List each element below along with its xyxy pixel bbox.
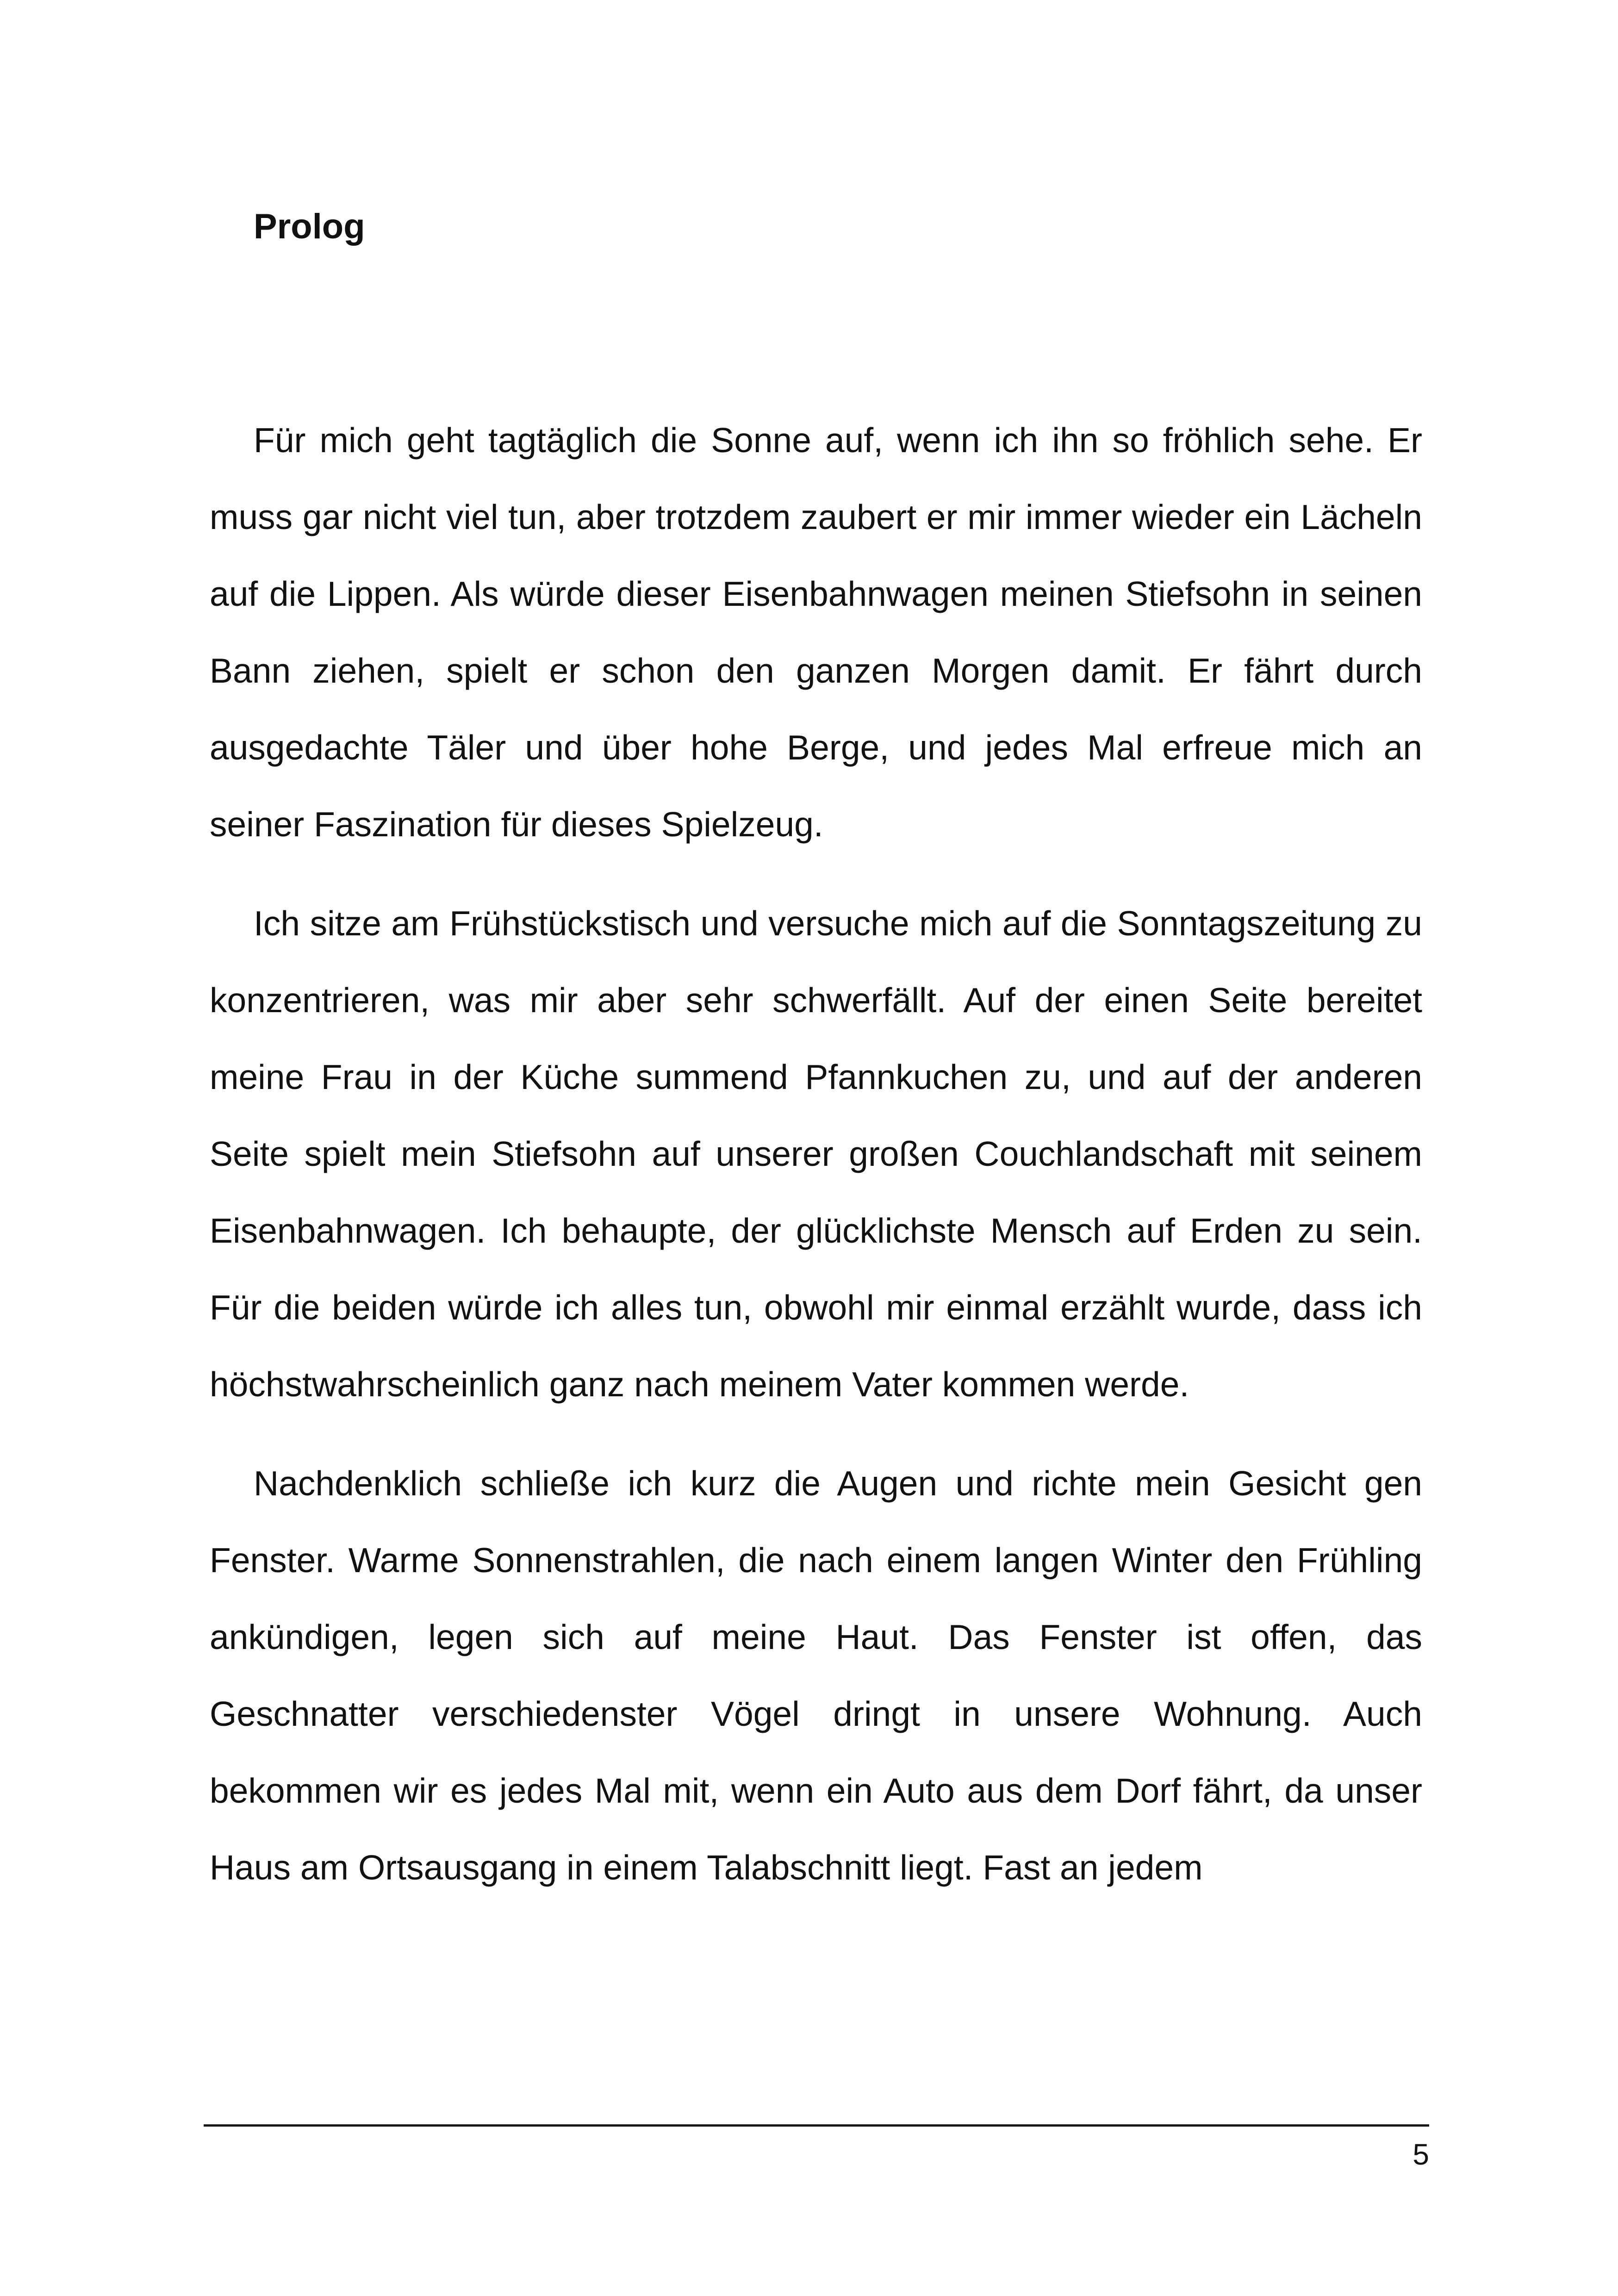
paragraph: Für mich geht tagtäglich die Sonne auf, wenn ich ihn so fröhlich sehe. Er muss gar nicht viel tun, aber trotzdem zaubert er mir immer wieder ein Lächeln auf die Lippen. Als würde dieser Eisenbahnwagen meinen Stiefsohn in seinen Bann ziehen, spielt er schon den ganzen Morgen damit. Er fährt durch ausgedachte Täler und über hohe Berge, und jedes Mal erfreue mich an seiner Faszination für dieses Spielzeug. xyxy=(210,421,1422,844)
footer-divider xyxy=(204,2124,1429,2127)
paragraph: Ich sitze am Frühstückstisch und versuche mich auf die Sonntagszeitung zu konzentrieren, was mir aber sehr schwerfällt. Auf der einen Seite bereitet meine Frau in der Küche summend Pfannkuchen zu, und auf der anderen Seite spielt mein Stiefsohn auf unserer großen Couchlandschaft mit seinem Eisenbahnwagen. Ich behaupte, der glücklichste Mensch auf Erden zu sein. Für die beiden würde ich alles tun, obwohl mir einmal erzählt wurde, dass ich höchstwahrscheinlich ganz nach meinem Vater kommen werde. xyxy=(210,904,1422,1404)
chapter-title: Prolog xyxy=(254,207,365,246)
body-text xyxy=(210,402,1422,1906)
page-number: 5 xyxy=(1413,2138,1429,2171)
paragraph: Nachdenklich schließe ich kurz die Augen und richte mein Gesicht gen Fenster. Warme Sonnenstrahlen, die nach einem langen Winter den Frühling ankündigen, legen sich auf meine Haut. Das Fenster ist offen, das Geschnatter verschiedenster Vögel dringt in unsere Wohnung. Auch bekommen wir es jedes Mal mit, wenn ein Auto aus dem Dorf fährt, da unser Haus am Ortsausgang in einem Talabschnitt liegt. Fast an jedem xyxy=(210,1464,1422,1887)
